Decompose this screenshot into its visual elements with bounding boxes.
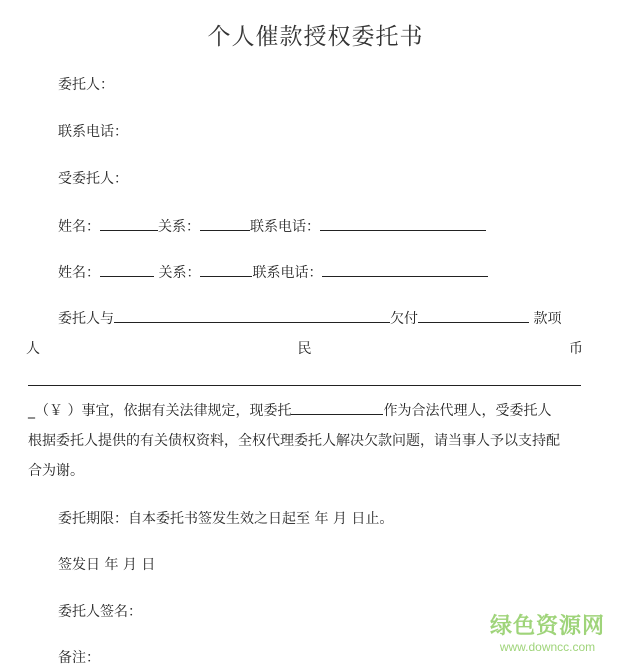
contact-row-1 — [58, 216, 486, 236]
debt-line — [58, 308, 561, 328]
remarks-label: 备注： — [58, 650, 100, 666]
phone-label: 联系电话： — [58, 124, 128, 140]
body-line-1 — [28, 396, 583, 426]
currency-char-right: 币 — [569, 341, 583, 357]
relation-label: 关系： — [158, 219, 200, 235]
watermark — [490, 614, 605, 654]
contact-row-2 — [58, 262, 488, 282]
body-line-3: 合为谢。 — [28, 463, 84, 479]
signature-label: 委托人签名： — [58, 604, 142, 620]
watermark-url: www.downcc.com — [499, 640, 596, 654]
name-label: 姓名： — [58, 265, 100, 281]
agent-label: 受委托人： — [58, 171, 128, 187]
body-prefix: _（￥ ）事宜，依据有关法律规定，现委托 — [28, 403, 292, 419]
relation-blank[interactable] — [200, 216, 250, 231]
currency-char-left: 人 — [26, 341, 40, 357]
name-blank[interactable] — [100, 262, 154, 277]
attorney-blank[interactable] — [291, 400, 383, 415]
body-line-2: 根据委托人提供的有关债权资料，全权代理委托人解决欠款问题，请当事人予以支持配 — [28, 433, 560, 449]
contact-phone-blank[interactable] — [320, 216, 486, 231]
document-title: 个人催款授权委托书 — [207, 24, 424, 50]
watermark-name: 绿色资源网 — [490, 614, 606, 639]
name-blank[interactable] — [100, 216, 158, 231]
currency-line — [26, 338, 583, 358]
relation-label: 关系： — [154, 265, 201, 281]
debtor-blank[interactable] — [114, 308, 390, 323]
body-suffix: 作为合法代理人，受委托人 — [383, 403, 552, 419]
issue-date: 签发日 年 月 日 — [58, 557, 156, 573]
debt-part1: 委托人与 — [58, 311, 114, 327]
debt-part2: 欠付 — [390, 311, 418, 327]
amount-blank[interactable] — [418, 308, 529, 323]
relation-blank[interactable] — [200, 262, 252, 277]
currency-amount-blank[interactable] — [28, 385, 581, 386]
debt-part3: 款项 — [529, 311, 562, 327]
contact-phone-blank[interactable] — [322, 262, 488, 277]
term-text: 委托期限：自本委托书签发生效之日起至 年 月 日止。 — [58, 511, 394, 527]
contact-phone-label: 联系电话： — [252, 265, 323, 281]
contact-phone-label: 联系电话： — [250, 219, 320, 235]
name-label: 姓名： — [58, 219, 100, 235]
principal-label: 委托人： — [58, 77, 114, 93]
currency-char-mid: 民 — [297, 341, 312, 357]
body-paragraph — [28, 396, 583, 486]
